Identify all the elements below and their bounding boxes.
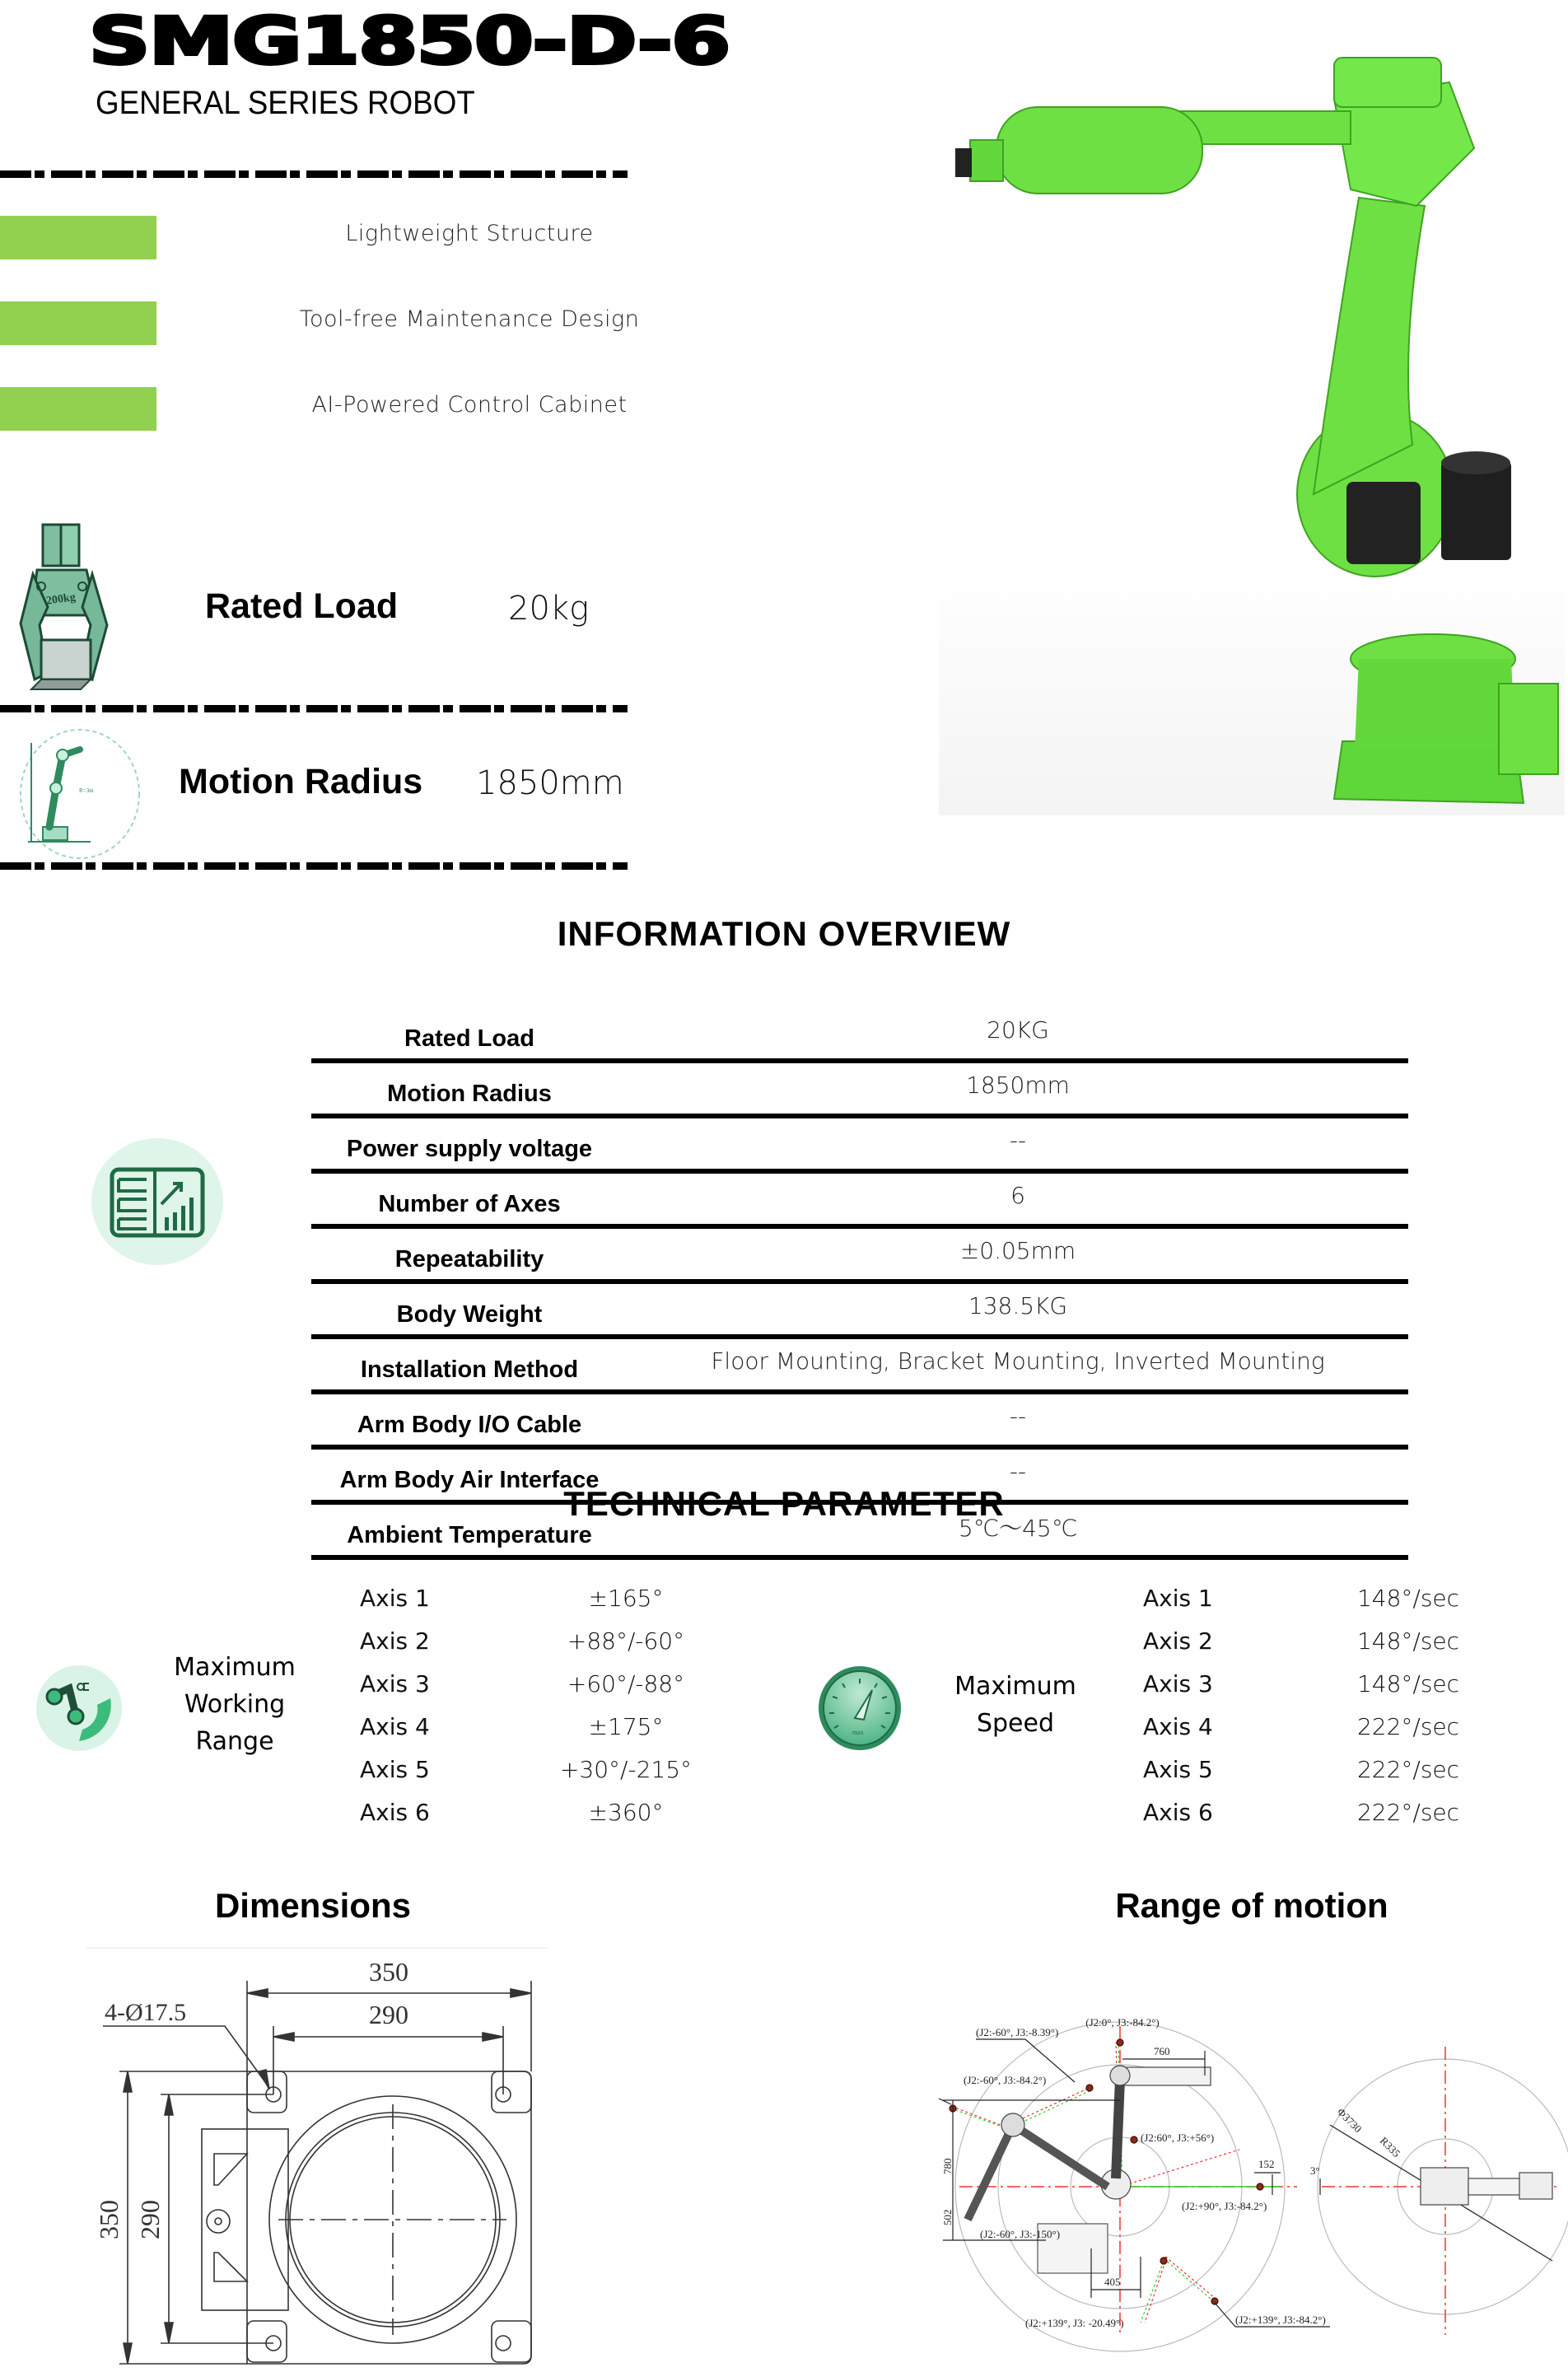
info-key: Repeatability [311,1226,628,1282]
rom-angle-3: 3° [1310,2164,1320,2177]
speedometer-max-label: max [852,1729,864,1736]
info-value: 138.5KG [628,1282,1408,1337]
axis-value: 148°/sec [1356,1670,1460,1697]
rom-dim-152: 152 [1258,2158,1275,2170]
axis-name: Axis 2 [1143,1627,1213,1655]
axis-name: Axis 1 [360,1585,430,1612]
info-key: Arm Body Air Interface [311,1447,628,1502]
axis-value: 148°/sec [1356,1627,1460,1655]
dim-width-outer: 350 [369,1957,408,1987]
info-key: Rated Load [311,1008,628,1061]
gripper-weight-label: 200kg [45,591,77,608]
axis-value: 148°/sec [1356,1585,1460,1612]
rom-dim-780: 780 [941,2158,954,2174]
axis-value: ±175° [588,1713,664,1740]
reach-radius-label: R=3m [79,787,94,794]
rom-label-p7: (J2:+139°, J3: -20.49°) [1025,2317,1124,2329]
axis-name: Axis 3 [360,1670,430,1697]
label-line: Maximum [174,1653,296,1682]
axis-value: ±165° [588,1585,664,1612]
info-row [311,1226,1408,1282]
axis-name: Axis 6 [1143,1799,1213,1826]
feature-bar-1 [0,216,156,259]
rom-label-p3: (J2:-60°, J3:-84.2°) [964,2074,1047,2086]
info-row [311,1392,1408,1447]
info-key: Number of Axes [311,1171,628,1226]
axis-value: 222°/sec [1356,1799,1460,1826]
info-key: Power supply voltage [311,1116,628,1171]
rom-dim-760: 760 [1154,2045,1170,2057]
info-value: Floor Mounting, Bracket Mounting, Inverted Mounting [628,1337,1408,1392]
label-line: Maximum [954,1672,1076,1701]
info-value: 5℃～45℃ [628,1502,1408,1557]
info-key: Installation Method [311,1337,628,1392]
rom-label-p6: (J2:+90°, J3:-84.2°) [1182,2200,1267,2212]
label-line: Speed [976,1709,1055,1738]
rated-load-label: Rated Load [205,586,399,626]
axis-name: Axis 6 [360,1799,430,1826]
rom-label-p4: (J2:60°, J3:+56°) [1141,2132,1215,2144]
dim-height-inner: 290 [135,2200,165,2239]
rom-label-p5: (J2:-60°, J3:-150°) [980,2228,1061,2240]
info-key: Body Weight [311,1282,628,1337]
info-value: 20KG [628,1008,1408,1061]
feature-bar-3 [0,387,156,431]
info-row [311,1008,1408,1061]
axis-value: +88°/-60° [567,1627,685,1655]
axis-value: ±360° [588,1799,664,1826]
axis-name: Axis 2 [360,1627,430,1655]
info-value: 1850mm [628,1061,1408,1116]
axis-value: +60°/-88° [567,1670,685,1697]
rom-label-p8: (J2:+139°, J3:-84.2°) [1235,2314,1326,2326]
info-row [311,1282,1408,1337]
axis-name: Axis 5 [1143,1756,1213,1783]
axis-value: 222°/sec [1356,1756,1460,1783]
dimensions-heading: Dimensions [214,1886,412,1925]
info-key: Arm Body I/O Cable [311,1392,628,1447]
base-dimensions-drawing [86,1948,548,2368]
feature-tool-free-maintenance: Tool-free Maintenance Design [299,306,640,332]
rom-label-p2: (J2:-60°, J3:-8.39°) [976,2026,1059,2038]
robot-product-image [939,33,1565,815]
info-value: -- [628,1392,1408,1447]
dim-width-inner: 290 [369,2000,408,2029]
axis-name: Axis 5 [360,1756,430,1783]
product-series-subtitle: GENERAL SERIES ROBOT [96,85,475,121]
info-row [311,1337,1408,1392]
dashed-divider [0,862,628,870]
axis-name: Axis 3 [1143,1670,1213,1697]
feature-ai-control-cabinet: AI-Powered Control Cabinet [311,392,628,418]
gripper-icon [0,525,156,702]
axis-value: +30°/-215° [559,1756,693,1783]
rom-diameter: Φ3730 [1334,2105,1365,2136]
info-value: -- [628,1116,1408,1171]
feature-bar-2 [0,301,156,345]
motion-radius-value: 1850mm [476,764,624,802]
info-row [311,1116,1408,1171]
dim-height-outer: 350 [94,2200,124,2239]
info-value: 6 [628,1171,1408,1226]
axis-name: Axis 1 [1143,1585,1213,1612]
info-row [311,1171,1408,1226]
robot-arm-range-icon [36,1665,122,1751]
report-chart-icon [91,1138,224,1266]
label-line: Working [184,1690,286,1719]
info-overview-heading: INFORMATION OVERVIEW [557,914,1011,953]
rom-dim-502: 502 [941,2209,954,2225]
axis-value: 222°/sec [1356,1713,1460,1740]
dashed-divider [0,705,628,712]
rom-label-p1: (J2:0°, J3:-84.2°) [1085,2016,1160,2029]
info-overview-table [311,1008,1408,1560]
info-value: ±0.05mm [628,1226,1408,1282]
rated-load-value: 20kg [508,590,590,628]
info-row [311,1061,1408,1116]
info-key: Ambient Temperature [311,1502,628,1557]
max-speed-label [933,1668,1098,1742]
motion-radius-label: Motion Radius [179,762,423,801]
range-of-motion-heading: Range of motion [1115,1886,1388,1925]
axis-name: Axis 4 [1143,1713,1213,1740]
dim-holes: 4-Ø17.5 [105,1999,187,2026]
robot-arm-reach-icon [10,726,150,862]
label-line: Range [195,1727,274,1756]
technical-parameter-heading: TECHNICAL PARAMETER [563,1484,1005,1523]
dashed-divider [0,170,628,178]
info-key: Motion Radius [311,1061,628,1116]
feature-lightweight-structure: Lightweight Structure [345,221,594,246]
max-working-range-label [152,1649,317,1760]
product-model-title: SMG1850-D-6 [89,5,730,79]
info-value: -- [628,1447,1408,1502]
axis-name: Axis 4 [360,1713,430,1740]
rom-radius: R335 [1377,2134,1403,2160]
range-of-motion-drawing [943,2010,1565,2339]
rom-dim-405: 405 [1104,2276,1121,2288]
speedometer-icon [818,1665,902,1751]
